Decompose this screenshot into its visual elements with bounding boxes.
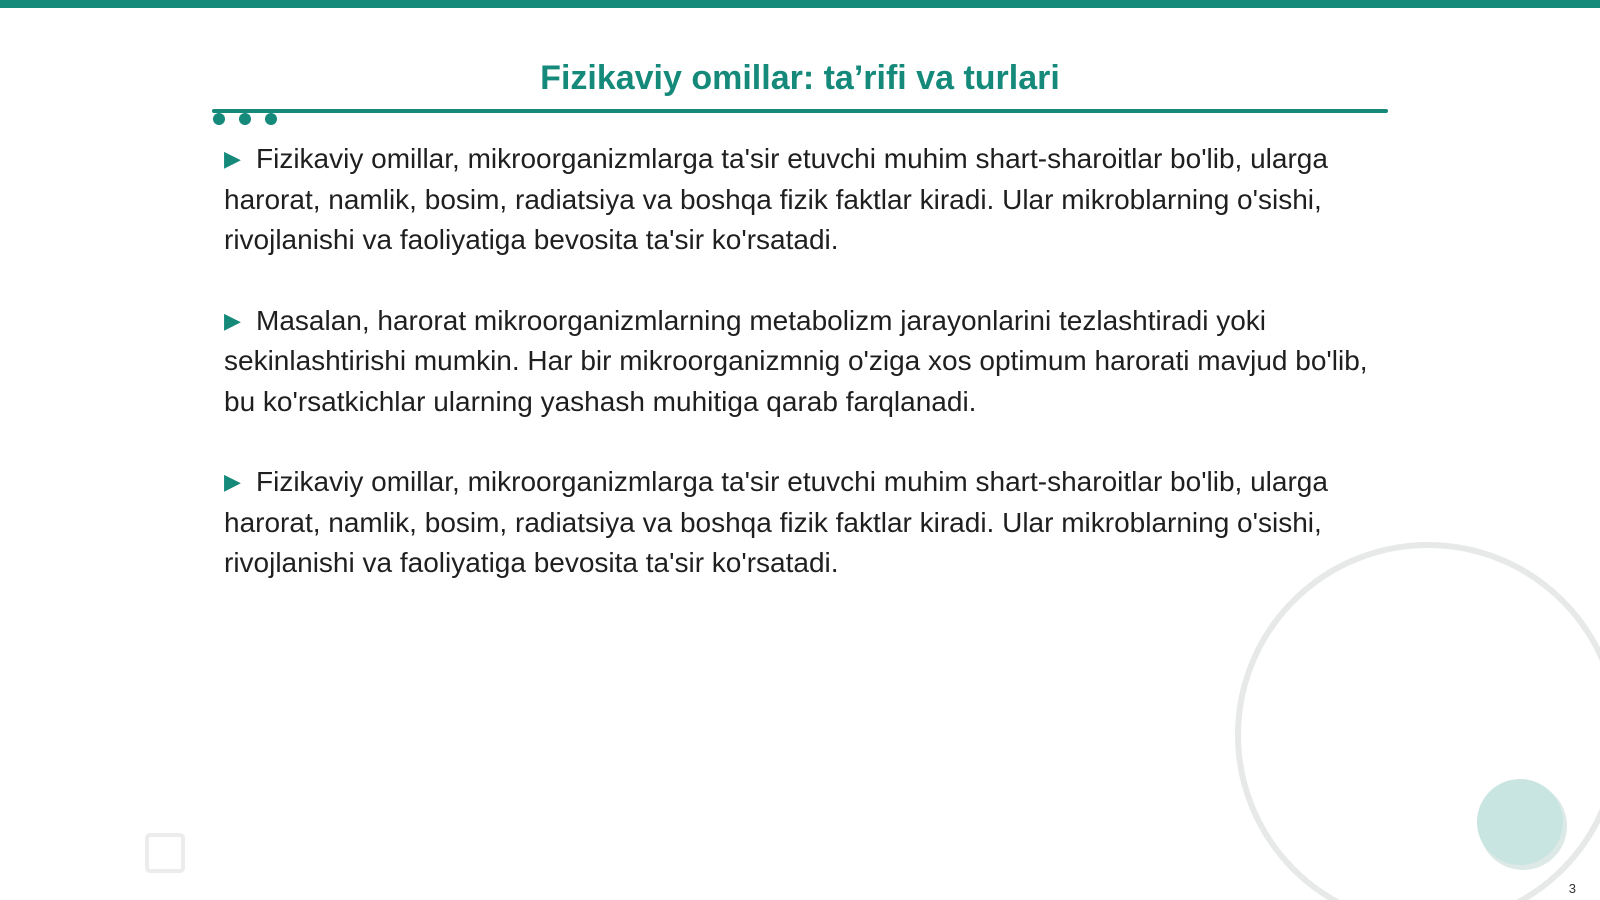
bullet-text: Fizikaviy omillar, mikroorganizmlarga ta'sir etuvchi muhim shart-sharoitlar bo'lib, ularga harorat, namlik, bosim, radiatsiya va boshqa fizik faktlar kiradi. Ular mikroblarning o'sishi, rivojlanishi va faoliyatiga bevosita ta'sir ko'rsatadi. [224, 466, 1328, 578]
decorative-disc-shadow [1479, 782, 1567, 870]
decorative-square [147, 835, 183, 871]
bullet-paragraph [224, 301, 1384, 423]
top-accent-bar [0, 0, 1600, 8]
triangle-right-icon: ▶ [224, 307, 241, 333]
bullet-text: Masalan, harorat mikroorganizmlarning metabolizm jarayonlarini tezlashtiradi yoki sekinlashtirishi mumkin. Har bir mikroorganizmnig o'ziga xos optimum harorati mavjud bo'lib, bu ko'rsatkichlar ularning yashash muhitiga qarab farqlanadi. [224, 304, 1368, 417]
slide-body [224, 139, 1384, 624]
bullet-paragraph [224, 139, 1384, 261]
title-underline [212, 109, 1388, 113]
title-dot-icon [239, 113, 251, 125]
slide-number: 3 [1568, 881, 1576, 896]
title-dot-icon [213, 113, 225, 125]
triangle-right-icon: ▶ [224, 469, 241, 494]
triangle-right-icon: ▶ [224, 146, 241, 171]
slide-title: Fizikaviy omillar: ta’rifi va turlari [540, 59, 1060, 97]
decorative-disc [1477, 779, 1563, 865]
title-dot-icon [265, 113, 277, 125]
bullet-paragraph [224, 462, 1384, 584]
bullet-text: Fizikaviy omillar, mikroorganizmlarga ta'sir etuvchi muhim shart-sharoitlar bo'lib, ularga harorat, namlik, bosim, radiatsiya va boshqa fizik faktlar kiradi. Ular mikroblarning o'sishi, rivojlanishi va faoliyatiga bevosita ta'sir ko'rsatadi. [224, 143, 1328, 255]
